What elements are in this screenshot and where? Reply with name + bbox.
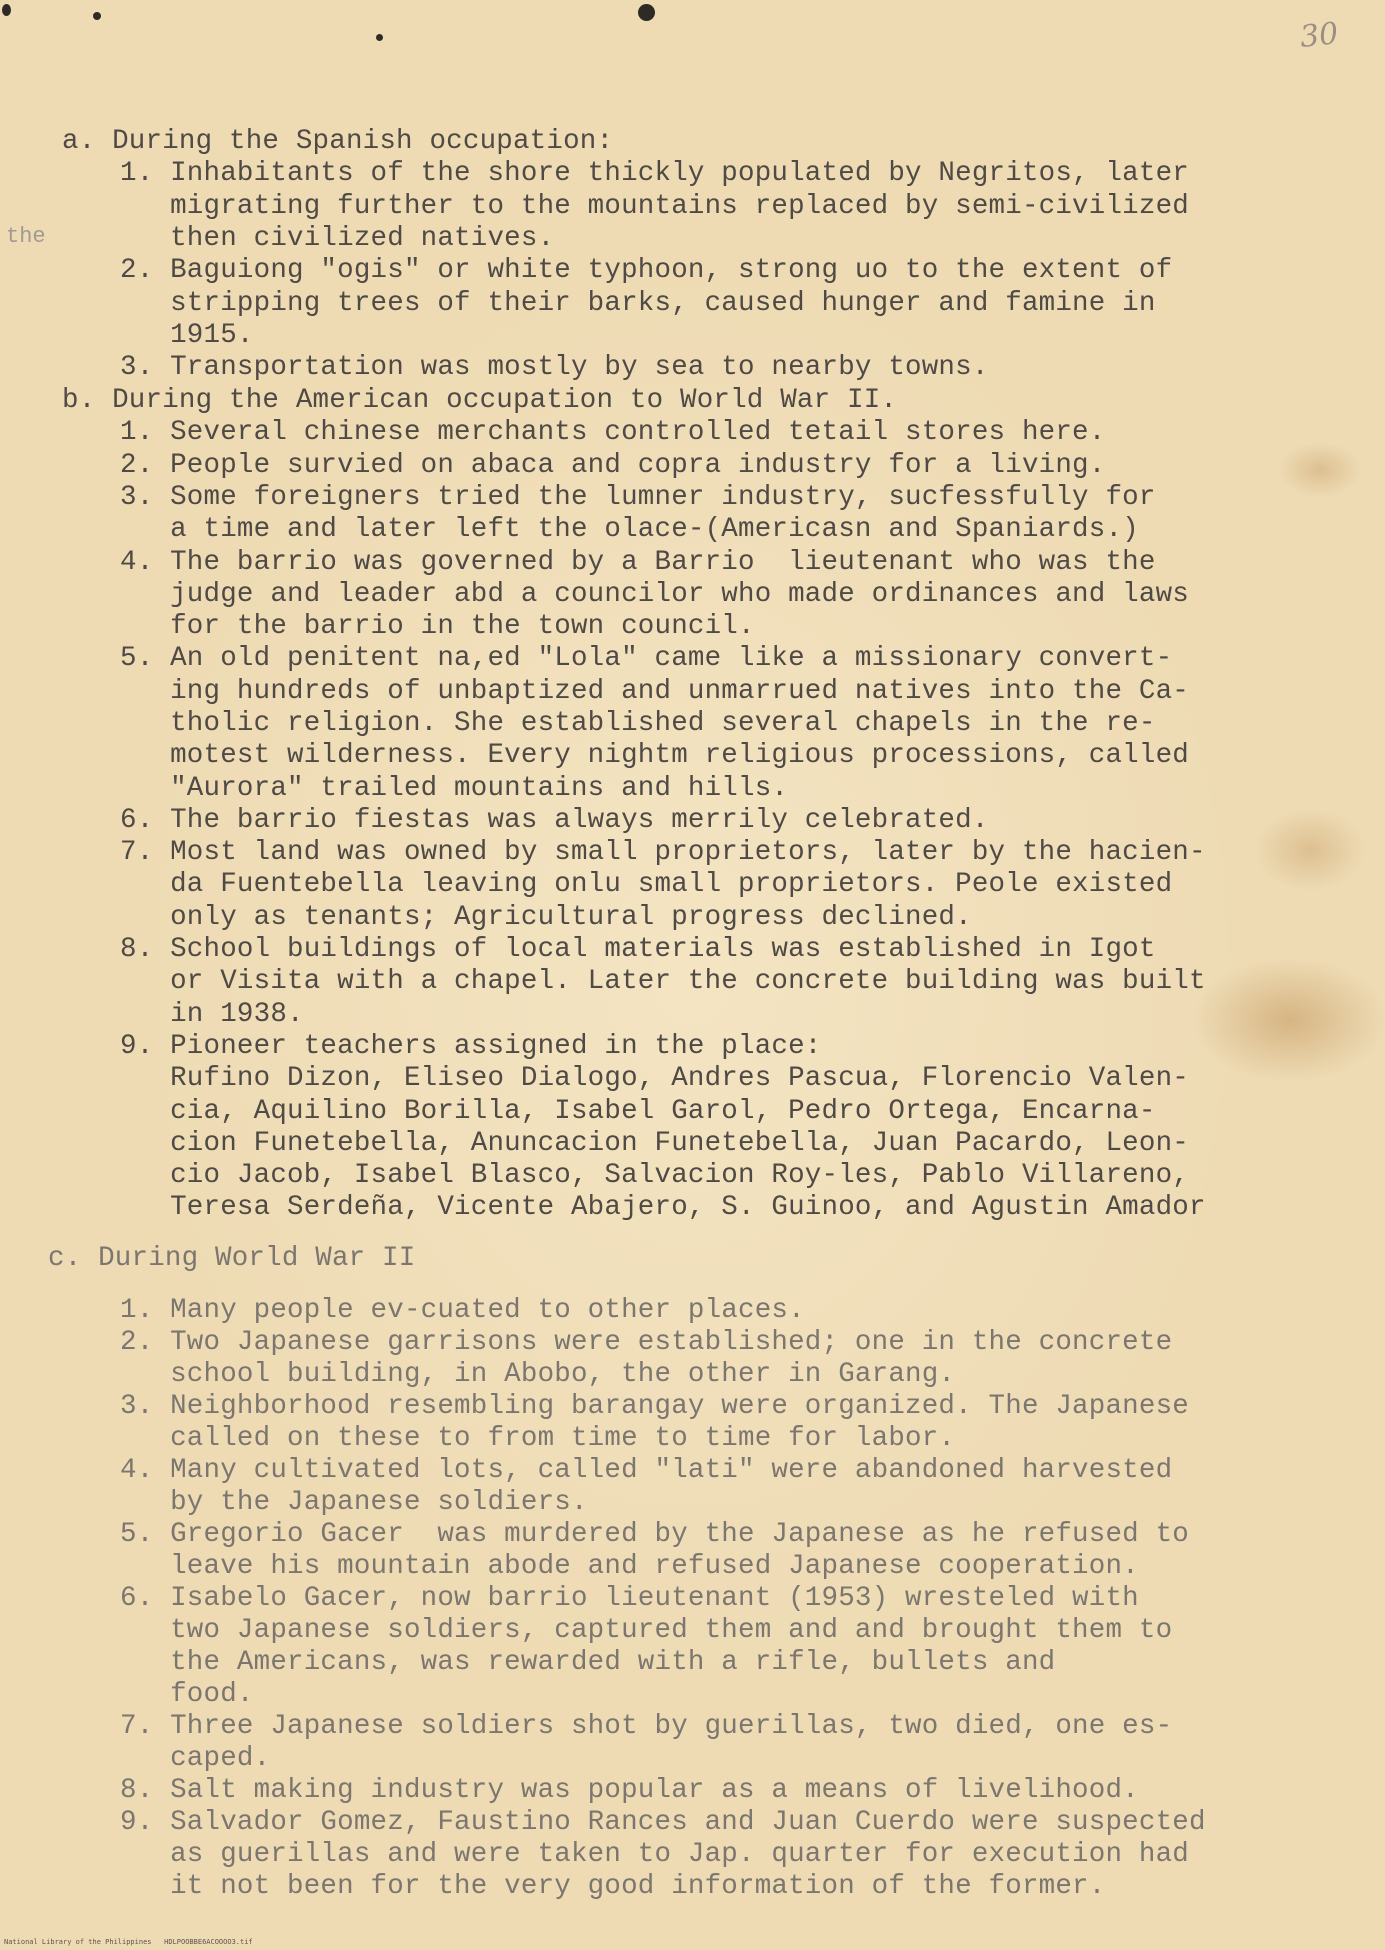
punch-hole (2, 4, 11, 16)
text-line: then civilized natives. (120, 223, 555, 254)
text-line: ing hundreds of unbaptized and unmarrued natives into the Ca- (120, 676, 1189, 707)
text-line: 2. Two Japanese garrisons were established; one in the concrete (120, 1327, 1173, 1358)
text-line: 7. Most land was owned by small proprietors, later by the hacien- (120, 837, 1206, 868)
text-line: judge and leader abd a councilor who made ordinances and laws (120, 579, 1189, 610)
text-line: Rufino Dizon, Eliseo Dialogo, Andres Pascua, Florencio Valen- (120, 1063, 1189, 1094)
page-number: 30 (1298, 16, 1340, 55)
text-line: only as tenants; Agricultural progress declined. (120, 902, 972, 933)
text-line: 6. Isabelo Gacer, now barrio lieutenant (1953) wresteled with (120, 1583, 1139, 1614)
text-line: 6. The barrio fiestas was always merrily celebrated. (120, 805, 989, 836)
archive-footer: National Library of the Philippines HDLPOOBBE6ACOOOO3.tif (4, 1938, 253, 1946)
text-line: 3. Some foreigners tried the lumner industry, sucfessfully for (120, 482, 1156, 513)
text-line: 8. School buildings of local materials was established in Igot (120, 934, 1156, 965)
text-line: 5. An old penitent na,ed "Lola" came like a missionary convert- (120, 643, 1173, 674)
text-line: 1915. (120, 320, 254, 351)
text-line: it not been for the very good information of the former. (120, 1871, 1106, 1902)
text-line: "Aurora" trailed mountains and hills. (120, 773, 789, 804)
text-line: 9. Salvador Gomez, Faustino Rances and Juan Cuerdo were suspected (120, 1807, 1206, 1838)
text-line: the Americans, was rewarded with a rifle, bullets and (120, 1647, 1056, 1678)
text-line: migrating further to the mountains replaced by semi-civilized (120, 191, 1189, 222)
text-line: called on these to from time to time for labor. (120, 1423, 956, 1454)
punch-hole (93, 12, 101, 20)
text-line: cion Funetebella, Anuncacion Funetebella, Juan Pacardo, Leon- (120, 1128, 1189, 1159)
text-line: 2. Baguiong "ogis" or white typhoon, strong uo to the extent of (120, 255, 1173, 286)
text-line: leave his mountain abode and refused Japanese cooperation. (120, 1551, 1139, 1582)
section-heading: c. During World War II (48, 1243, 416, 1274)
text-line: two Japanese soldiers, captured them and and brought them to (120, 1615, 1173, 1646)
text-line: 4. The barrio was governed by a Barrio lieutenant who was the (120, 547, 1156, 578)
text-line: 1. Inhabitants of the shore thickly populated by Negritos, later (120, 158, 1189, 189)
text-line: 3. Neighborhood resembling barangay were organized. The Japanese (120, 1391, 1189, 1422)
text-line: by the Japanese soldiers. (120, 1487, 588, 1518)
text-line: in 1938. (120, 999, 304, 1030)
section-heading: a. During the Spanish occupation: (62, 126, 614, 157)
text-line: 1. Several chinese merchants controlled tetail stores here. (120, 417, 1106, 448)
section-heading: b. During the American occupation to World War II. (62, 385, 898, 416)
text-line: 5. Gregorio Gacer was murdered by the Japanese as he refused to (120, 1519, 1189, 1550)
text-line: motest wilderness. Every nightm religious processions, called (120, 740, 1189, 771)
text-line: stripping trees of their barks, caused hunger and famine in (120, 288, 1156, 319)
text-line: cia, Aquilino Borilla, Isabel Garol, Pedro Ortega, Encarna- (120, 1096, 1156, 1127)
text-line: 3. Transportation was mostly by sea to nearby towns. (120, 352, 989, 383)
text-line: caped. (120, 1743, 271, 1774)
text-line: 9. Pioneer teachers assigned in the place: (120, 1031, 822, 1062)
text-line: or Visita with a chapel. Later the concrete building was built (120, 966, 1206, 997)
text-line: food. (120, 1679, 254, 1710)
text-line: for the barrio in the town council. (120, 611, 755, 642)
text-line: a time and later left the olace-(Americasn and Spaniards.) (120, 514, 1139, 545)
text-line: 2. People survied on abaca and copra industry for a living. (120, 450, 1106, 481)
text-line: 8. Salt making industry was popular as a means of livelihood. (120, 1775, 1139, 1806)
punch-hole (638, 4, 655, 21)
text-line: 1. Many people ev-cuated to other places. (120, 1295, 805, 1326)
text-line: da Fuentebella leaving onlu small proprietors. Peole existed (120, 869, 1173, 900)
text-line: tholic religion. She established several chapels in the re- (120, 708, 1156, 739)
text-line: 4. Many cultivated lots, called "lati" were abandoned harvested (120, 1455, 1173, 1486)
text-line: Teresa Serdeña, Vicente Abajero, S. Guinoo, and Agustin Amador (120, 1192, 1206, 1223)
margin-note: the (6, 224, 46, 249)
text-line: as guerillas and were taken to Jap. quarter for execution had (120, 1839, 1189, 1870)
punch-hole (376, 34, 383, 41)
text-line: cio Jacob, Isabel Blasco, Salvacion Roy-les, Pablo Villareno, (120, 1160, 1189, 1191)
text-line: school building, in Abobo, the other in Garang. (120, 1359, 956, 1390)
text-line: 7. Three Japanese soldiers shot by guerillas, two died, one es- (120, 1711, 1173, 1742)
